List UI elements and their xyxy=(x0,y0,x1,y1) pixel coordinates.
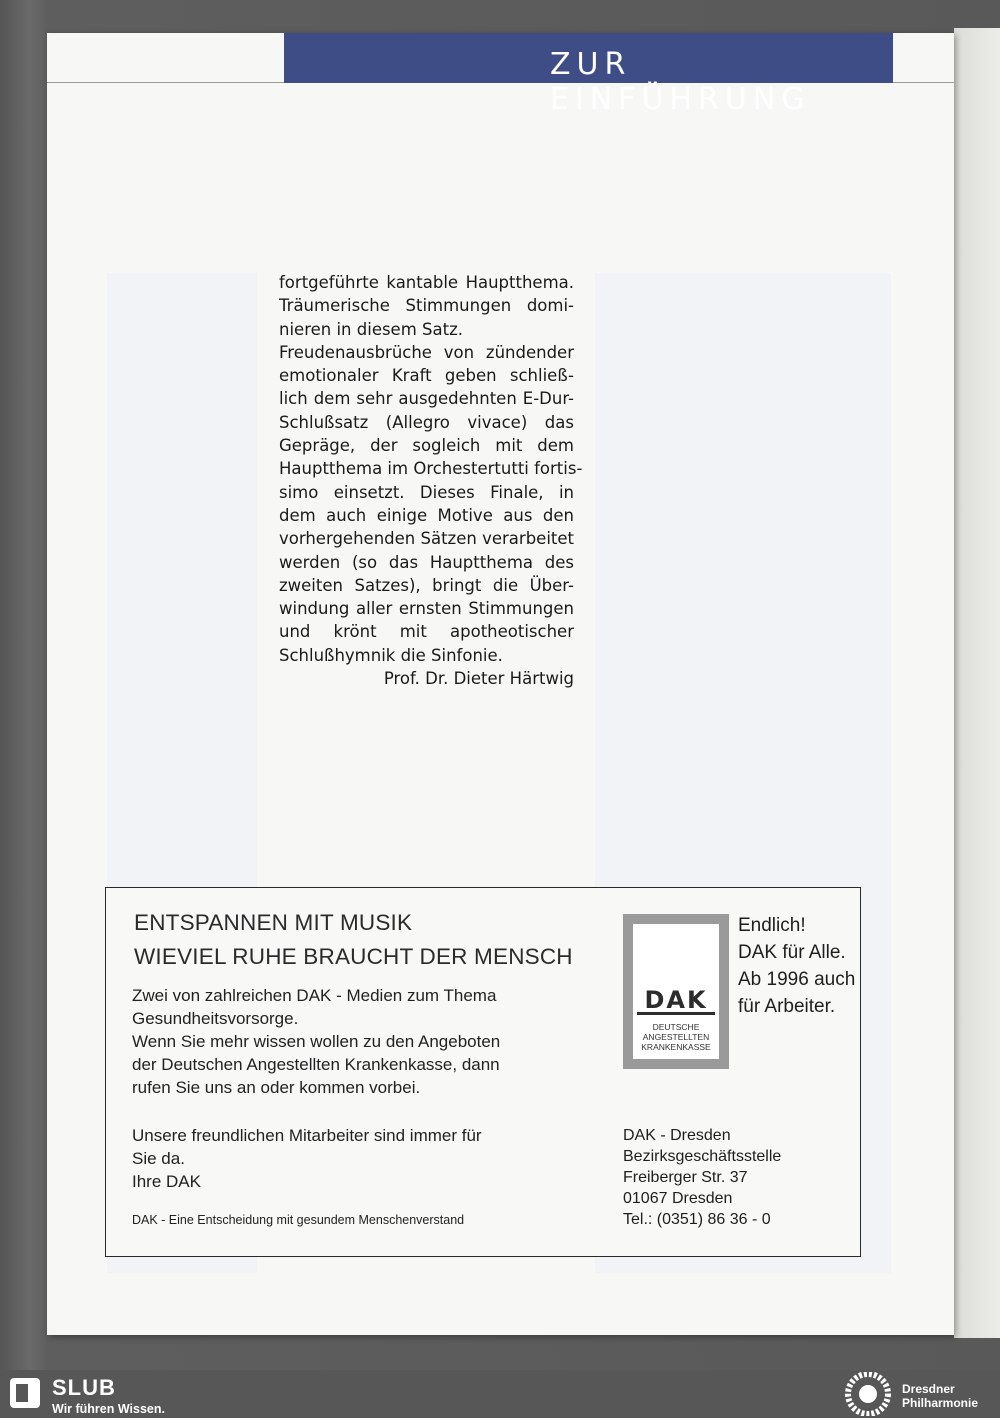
slub-tagline: Wir führen Wissen. xyxy=(52,1402,165,1416)
ad-line: Ihre DAK xyxy=(132,1172,201,1191)
logo-wordmark: DAK xyxy=(637,988,715,1015)
slogan-line: für Arbeiter. xyxy=(738,996,836,1017)
text-line: Schlußhymnik die Sinfonie. xyxy=(279,645,503,665)
ad-paragraph xyxy=(132,1124,482,1193)
text-line: emotionaler Kraft geben schließ- xyxy=(279,366,574,386)
ad-heading: WIEVIEL RUHE BRAUCHT DER MENSCH xyxy=(134,944,573,969)
text-line: Gepräge, der sogleich mit dem xyxy=(279,436,574,456)
ad-slogan xyxy=(738,912,855,1020)
slogan-line: DAK für Alle. xyxy=(738,942,846,963)
ad-line: der Deutschen Angestellten Krankenkasse, dann xyxy=(132,1055,500,1074)
next-page-edge xyxy=(954,28,1000,1338)
text-line: und krönt mit apotheotischer xyxy=(279,622,574,642)
viewer-footer xyxy=(0,1370,1000,1418)
text-line: Schlußsatz (Allegro vivace) das xyxy=(279,412,574,432)
slogan-line: Endlich! xyxy=(738,915,806,936)
text-line: fortgeführte kantable Hauptthema. xyxy=(279,273,574,292)
logo-sub-line: DEUTSCHE xyxy=(652,1022,700,1032)
philharmonie-logo-icon[interactable] xyxy=(842,1372,894,1416)
article-author: Prof. Dr. Dieter Härtwig xyxy=(383,669,574,689)
ad-address xyxy=(623,1125,781,1230)
partner-line: Dresdner xyxy=(902,1382,955,1396)
text-line: lich dem sehr ausgedehnten E-Dur- xyxy=(279,389,574,409)
header-band xyxy=(284,33,893,117)
ad-paragraph xyxy=(132,984,500,1099)
section-title: ZUR EINFÜHRUNG xyxy=(550,47,811,117)
logo-panel xyxy=(633,924,719,1059)
text-line: Hauptthema im Orchestertutti fortis- xyxy=(279,459,583,479)
ad-footer-line: DAK - Eine Entscheidung mit gesundem Menschenverstand xyxy=(132,1213,465,1227)
ad-line: Wenn Sie mehr wissen wollen zu den Angeboten xyxy=(132,1032,501,1051)
dak-logo xyxy=(623,914,729,1069)
text-line: dem auch einige Motive aus den xyxy=(279,505,574,525)
logo-subtitle xyxy=(635,1022,717,1052)
dak-advertisement xyxy=(105,887,861,1257)
partner-name[interactable] xyxy=(902,1382,978,1410)
text-line: Freudenausbrüche von zündender xyxy=(279,342,574,362)
ad-line: Zwei von zahlreichen DAK - Medien zum Thema xyxy=(132,986,497,1005)
address-line: Tel.: (0351) 86 36 - 0 xyxy=(623,1211,771,1228)
logo-sub-line: ANGESTELLTEN xyxy=(642,1032,710,1042)
text-line: vorhergehenden Sätzen verarbeitet xyxy=(279,529,574,549)
ad-line: Sie da. xyxy=(132,1149,185,1168)
slub-title[interactable]: SLUB xyxy=(52,1375,116,1400)
text-line: nieren in diesem Satz. xyxy=(279,319,463,339)
text-line: simo einsetzt. Dieses Finale, in xyxy=(279,482,574,502)
slogan-line: Ab 1996 auch xyxy=(738,969,856,990)
text-line: Träumerische Stimmungen domi- xyxy=(279,296,574,316)
address-line: Freiberger Str. 37 xyxy=(623,1169,748,1186)
address-line: Bezirksgeschäftsstelle xyxy=(623,1148,782,1165)
slub-logo-icon[interactable] xyxy=(10,1378,40,1408)
logo-sub-line: KRANKENKASSE xyxy=(641,1042,711,1052)
text-line: werden (so das Hauptthema des xyxy=(279,552,574,572)
ad-line: Unsere freundlichen Mitarbeiter sind immer für xyxy=(132,1126,482,1145)
ad-heading: ENTSPANNEN MIT MUSIK xyxy=(134,910,413,935)
partner-line: Philharmonie xyxy=(902,1396,979,1410)
address-line: 01067 Dresden xyxy=(623,1190,733,1207)
document-page xyxy=(47,33,954,1335)
text-line: zweiten Satzes), bringt die Über- xyxy=(279,575,574,595)
ad-line: rufen Sie uns an oder kommen vorbei. xyxy=(132,1078,421,1097)
ad-line: Gesundheitsvorsorge. xyxy=(132,1009,299,1028)
article-text xyxy=(279,271,583,690)
address-line: DAK - Dresden xyxy=(623,1127,731,1144)
text-line: windung aller ernsten Stimmungen xyxy=(279,599,574,619)
